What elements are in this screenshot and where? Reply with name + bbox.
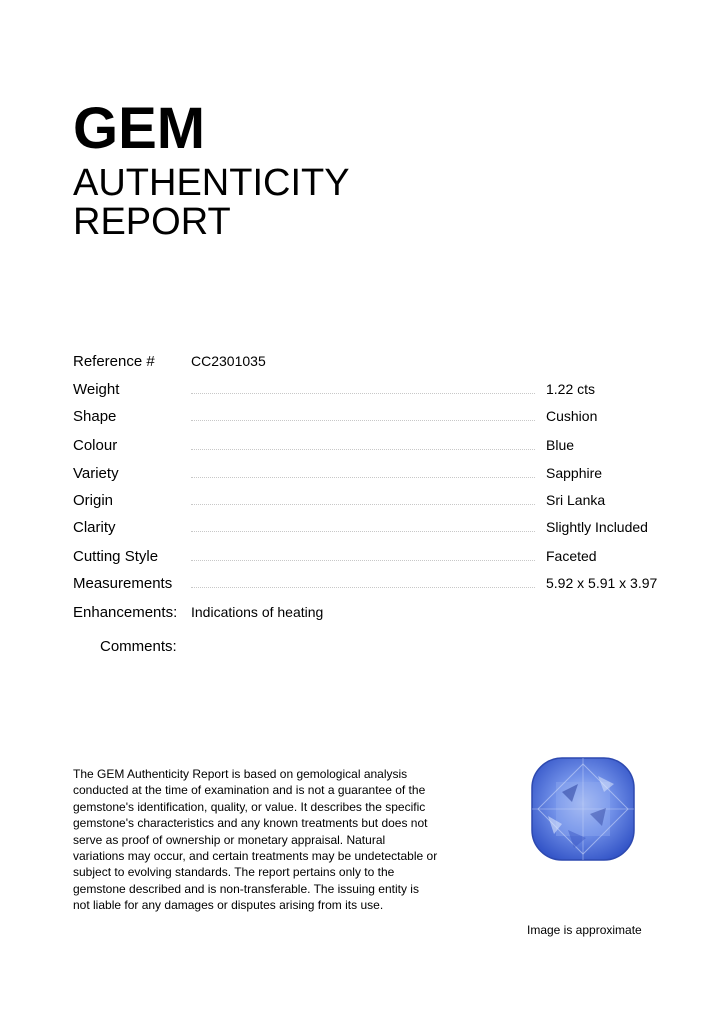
reference-label: Reference # [73,353,155,370]
title-line-authenticity: AUTHENTICITY [73,162,350,204]
detail-label: Shape [73,408,117,425]
detail-value: Sri Lanka [546,492,606,508]
comments-label: Comments: [100,638,177,655]
title-line-report: REPORT [73,201,231,243]
detail-value: Sapphire [546,465,603,481]
detail-value: Slightly Included [546,519,648,535]
detail-label: Variety [73,465,119,482]
detail-label: Cutting Style [73,548,159,565]
reference-row [73,352,693,372]
detail-label: Clarity [73,519,116,536]
dotted-leader [191,560,535,561]
dotted-leader [191,420,535,421]
detail-value: 5.92 x 5.91 x 3.97 [546,575,658,591]
dotted-leader [191,504,535,505]
enhancements-row [73,603,693,623]
enhancements-label: Enhancements: [73,604,178,621]
enhancements-value: Indications of heating [191,604,324,620]
detail-row-shape [73,407,693,427]
dotted-leader [191,449,535,450]
dotted-leader [191,531,535,532]
detail-row-variety [73,464,693,484]
detail-row-colour [73,436,693,456]
detail-value: Blue [546,437,575,453]
detail-row-cutting-style [73,547,693,567]
dotted-leader [191,477,535,478]
detail-label: Measurements [73,575,173,592]
dotted-leader [191,393,535,394]
detail-value: Faceted [546,548,597,564]
detail-label: Colour [73,437,118,454]
detail-value: 1.22 cts [546,381,596,397]
detail-label: Origin [73,492,114,509]
brand-title: GEM [73,96,206,161]
cushion-sapphire-image [528,754,638,864]
image-caption: Image is approximate [527,923,642,937]
detail-label: Weight [73,381,120,398]
detail-row-measurements [73,574,693,594]
detail-row-origin [73,491,693,511]
detail-row-clarity [73,518,693,538]
detail-value: Cushion [546,408,598,424]
reference-value: CC2301035 [191,353,266,369]
detail-row-weight [73,380,693,400]
disclaimer-text: The GEM Authenticity Report is based on gemological analysis conducted at the time of examination and is not a guarantee of the gemstone's identification, quality, or value. It describes the specific gemstone's characteristics and any known treatments but does not serve as proof of ownership or monetary appraisal. Natural variations may occur, and certain treatments may be undetectable or subject to evolving standards. The report pertains only to the gemstone described and is non-transferable. The issuing entity is not liable for any damages or disputes arising from its use. [73,767,438,913]
dotted-leader [191,587,535,588]
